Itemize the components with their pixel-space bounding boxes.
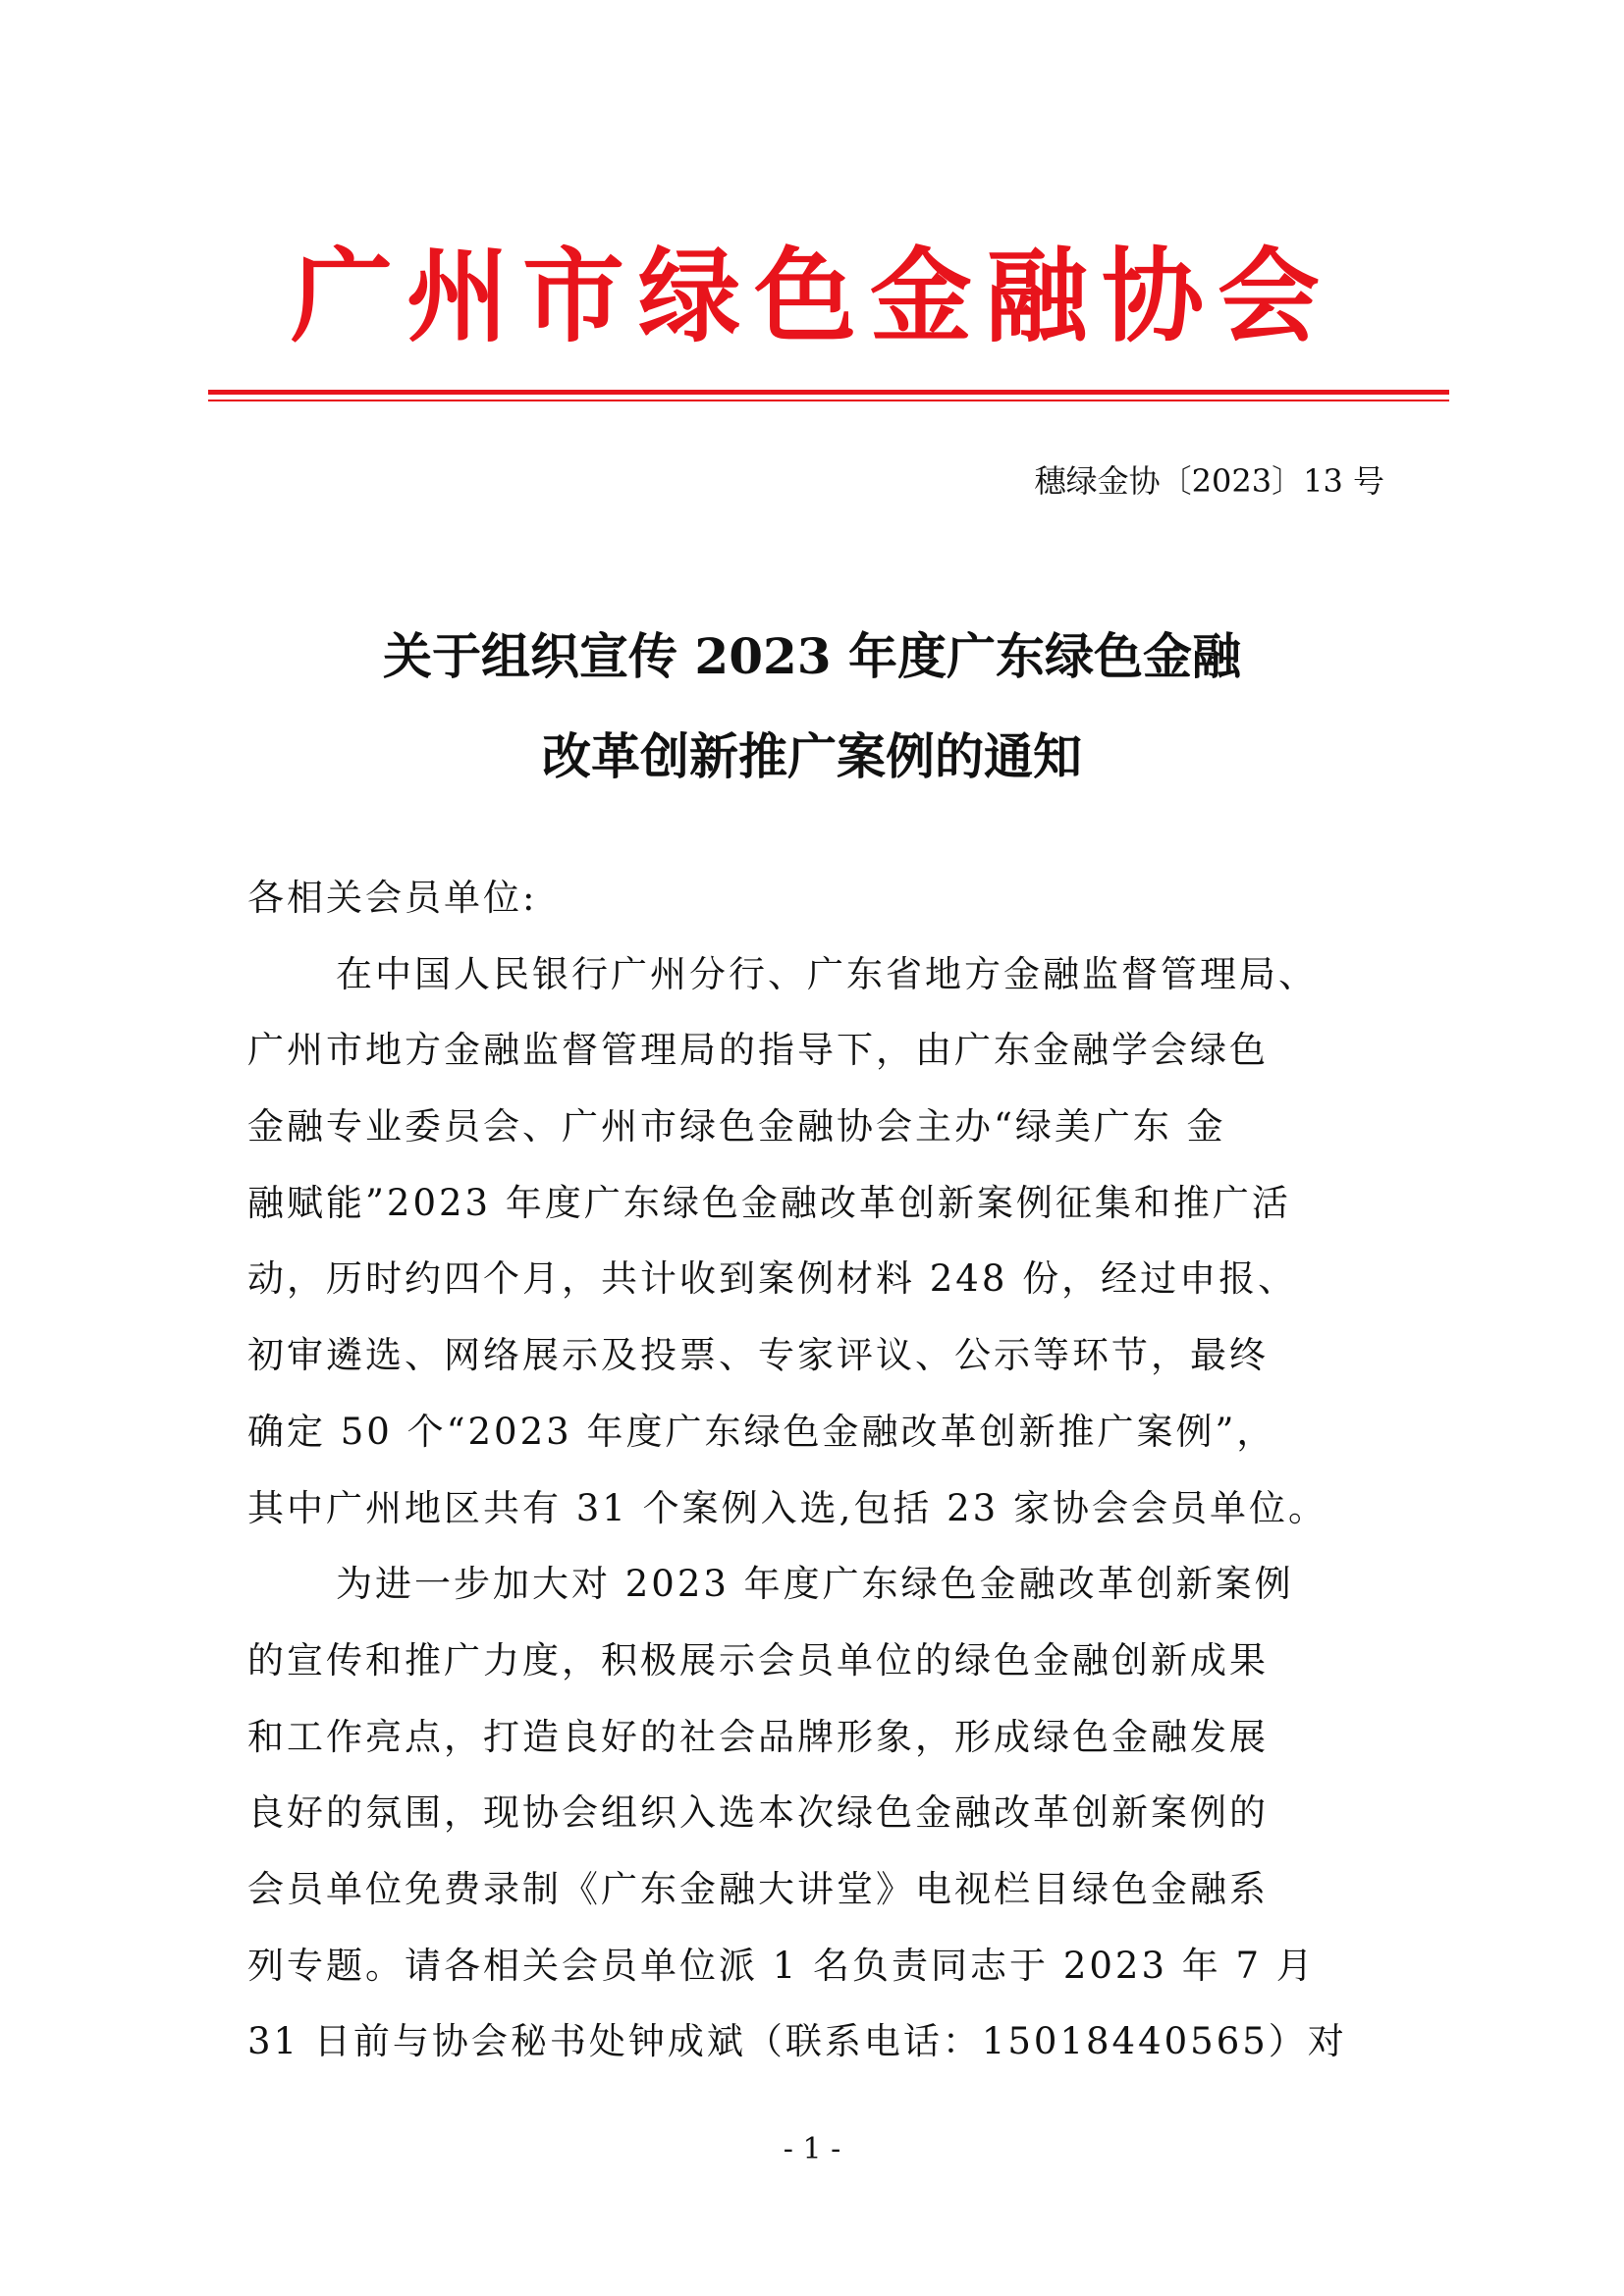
letterhead-rule-thin	[208, 400, 1449, 401]
title-line-1: 关于组织宣传 2023 年度广东绿色金融	[383, 627, 1241, 685]
paragraph-1-line: 初审遴选、网络展示及投票、专家评议、公示等环节，最终	[247, 1334, 1269, 1377]
document-body	[247, 860, 1406, 2080]
title-line-2: 改革创新推广案例的通知	[542, 727, 1082, 785]
page-number: - 1 -	[783, 2132, 841, 2166]
paragraph-2-line: 的宣传和推广力度，积极展示会员单位的绿色金融创新成果	[247, 1638, 1269, 1682]
paragraph-1-line: 在中国人民银行广州分行、广东省地方金融监督管理局、	[336, 952, 1318, 995]
paragraph-1-line: 融赋能”2023 年度广东绿色金融改革创新案例征集和推广活	[247, 1181, 1291, 1224]
paragraph-2-line: 会员单位免费录制《广东金融大讲堂》电视栏目绿色金融系	[247, 1867, 1269, 1910]
paragraph-2-line: 31 日前与协会秘书处钟成斌（联系电话：15018440565）对	[247, 2020, 1347, 2063]
letterhead-org-name: 广州市绿色金融协会	[290, 236, 1333, 356]
paragraph-2-line: 良好的氛围，现协会组织入选本次绿色金融改革创新案例的	[247, 1791, 1269, 1835]
document-number: 穗绿金协〔2023〕13 号	[1034, 462, 1384, 500]
paragraph-1-line: 确定 50 个“2023 年度广东绿色金融改革创新推广案例”，	[247, 1410, 1276, 1453]
paragraph-2-line: 为进一步加大对 2023 年度广东绿色金融改革创新案例	[336, 1563, 1294, 1606]
paragraph-2-line: 列专题。请各相关会员单位派 1 名负责同志于 2023 年 7 月	[247, 1944, 1316, 1987]
paragraph-1-line: 广州市地方金融监督管理局的指导下，由广东金融学会绿色	[247, 1029, 1269, 1072]
document-title	[0, 607, 1624, 807]
paragraph-2-line: 和工作亮点，打造良好的社会品牌形象，形成绿色金融发展	[247, 1715, 1269, 1758]
letterhead-rule-thick	[208, 390, 1449, 395]
paragraph-1-line: 金融专业委员会、广州市绿色金融协会主办“绿美广东 金	[247, 1105, 1226, 1148]
paragraph-1-line: 其中广州地区共有 31 个案例入选,包括 23 家协会会员单位。	[247, 1486, 1327, 1529]
paragraph-1-line: 动，历时约四个月，共计收到案例材料 248 份，经过申报、	[247, 1257, 1298, 1301]
salutation: 各相关会员单位:	[247, 877, 538, 919]
